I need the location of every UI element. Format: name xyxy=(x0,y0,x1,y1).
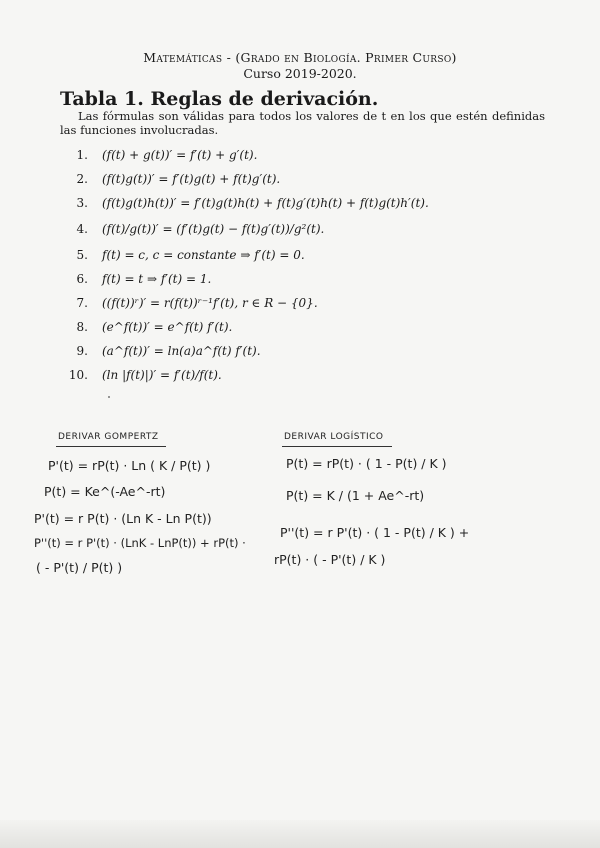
gompertz-line: P'(t) = rP(t) · Ln ( K / P(t) ) xyxy=(48,458,211,473)
rule-item xyxy=(62,194,429,212)
logistic-underline xyxy=(282,446,392,447)
rule-number: 10. xyxy=(68,368,88,382)
rule-item xyxy=(62,146,257,164)
rule-number: 3. xyxy=(76,196,88,210)
rule-item xyxy=(62,170,280,188)
rule-formula: f(t) = c, c = constante ⇒ f′(t) = 0. xyxy=(102,248,305,262)
rule-item xyxy=(62,342,261,360)
rule-formula: f(t) = t ⇒ f′(t) = 1. xyxy=(102,272,212,286)
rule-formula: (f(t)/g(t))′ = (f′(t)g(t) − f(t)g′(t))/g²(t). xyxy=(102,222,325,236)
rule-formula: (f(t)g(t))′ = f′(t)g(t) + f(t)g′(t). xyxy=(102,172,281,186)
gompertz-line: P'(t) = r P(t) · (Ln K - Ln P(t)) xyxy=(34,511,212,526)
stray-mark xyxy=(108,396,110,398)
rule-item xyxy=(62,270,211,288)
rule-item xyxy=(62,366,222,384)
gompertz-line: P(t) = Ke^(-Ae^-rt) xyxy=(44,484,166,499)
rule-item xyxy=(62,294,318,312)
rule-formula: (f(t) + g(t))′ = f′(t) + g′(t). xyxy=(102,148,258,162)
rule-number: 7. xyxy=(76,296,88,310)
rule-formula: ((f(t))ʳ)′ = r(f(t))ʳ⁻¹f′(t), r ∈ R − {0}. xyxy=(102,296,318,310)
logistic-line: P(t) = K / (1 + Ae^-rt) xyxy=(286,488,425,503)
logistic-heading: DERIVAR LOGÍSTICO xyxy=(284,432,384,442)
rule-number: 2. xyxy=(76,172,88,186)
gompertz-line: ( - P'(t) / P(t) ) xyxy=(36,560,123,575)
rule-number: 5. xyxy=(76,248,88,262)
rule-number: 6. xyxy=(76,272,88,286)
rule-number: 1. xyxy=(76,148,88,162)
rule-formula: (ln |f(t)|)′ = f′(t)/f(t). xyxy=(102,368,222,382)
rule-number: 8. xyxy=(76,320,88,334)
logistic-line: P(t) = rP(t) · ( 1 - P(t) / K ) xyxy=(286,456,447,471)
table-title: Tabla 1. Reglas de derivación. xyxy=(60,88,379,110)
rule-number: 4. xyxy=(76,222,88,236)
rule-number: 9. xyxy=(76,344,88,358)
rule-item xyxy=(62,246,305,264)
table-intro: Las fórmulas son válidas para todos los valores de t en los que estén definidas las funciones involucradas. xyxy=(60,109,545,137)
year-header: Curso 2019-2020. xyxy=(243,66,357,81)
course-header: Matemáticas - (Grado en Biología. Primer Curso) xyxy=(143,50,457,65)
gompertz-line: P''(t) = r P'(t) · (LnK - LnP(t)) + rP(t) · xyxy=(34,536,246,550)
rule-item xyxy=(62,318,232,336)
rule-formula: (a^f(t))′ = ln(a)a^f(t) f′(t). xyxy=(102,344,261,358)
logistic-line: P''(t) = r P'(t) · ( 1 - P(t) / K ) + xyxy=(280,525,470,540)
rule-formula: (e^f(t))′ = e^f(t) f′(t). xyxy=(102,320,233,334)
rule-item xyxy=(62,220,324,238)
logistic-line: rP(t) · ( - P'(t) / K ) xyxy=(274,552,386,567)
page-bottom-shadow xyxy=(0,820,600,848)
rule-formula: (f(t)g(t)h(t))′ = f′(t)g(t)h(t) + f(t)g′(t)h(t) + f(t)g(t)h′(t). xyxy=(102,196,429,210)
gompertz-heading: DERIVAR GOMPERTZ xyxy=(58,432,159,442)
gompertz-underline xyxy=(56,446,166,447)
